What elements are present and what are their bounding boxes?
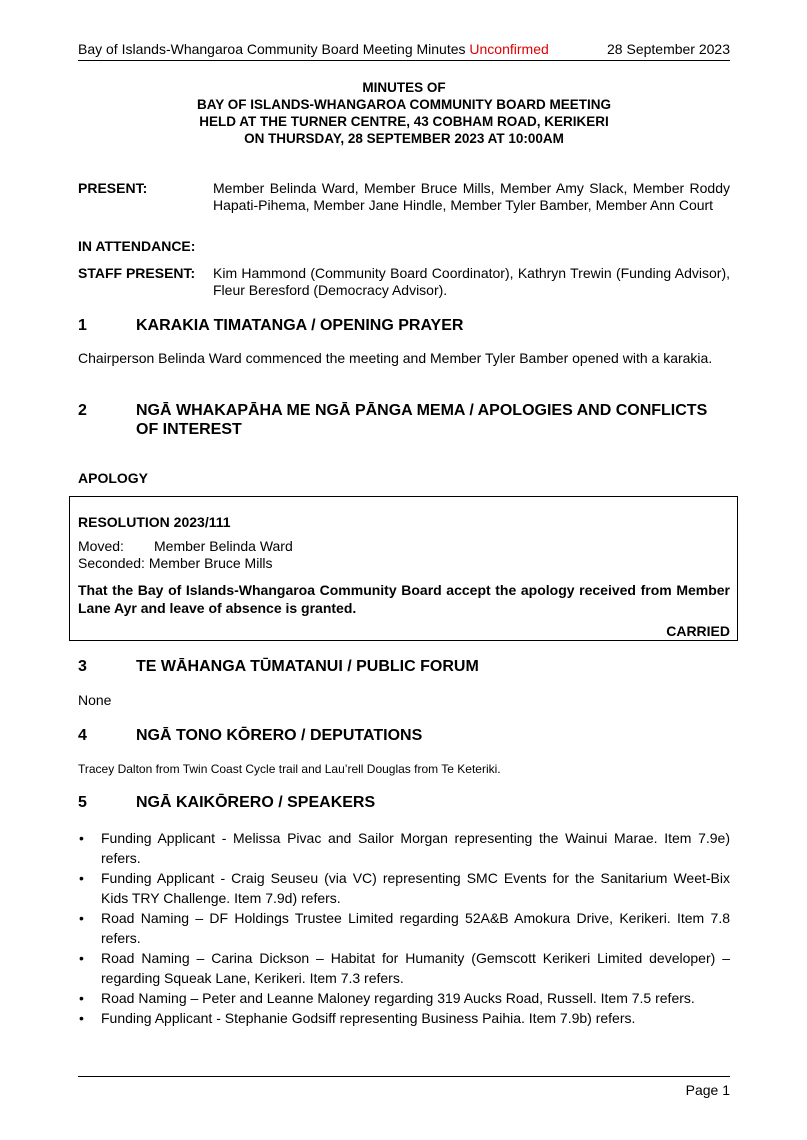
list-item: [78, 868, 730, 908]
speaker-text: Funding Applicant - Melissa Pivac and Sailor Morgan representing the Wainui Marae. Item 7.9e) refers.: [101, 830, 730, 866]
section-2-heading: [78, 401, 730, 439]
page-number: Page 1: [685, 1082, 730, 1098]
status-unconfirmed: Unconfirmed: [469, 41, 549, 57]
list-item: [78, 908, 730, 948]
resolution-title: RESOLUTION 2023/111: [78, 514, 231, 530]
bullet-icon: •: [79, 910, 84, 926]
list-item: [78, 828, 730, 868]
title-line-3: HELD AT THE TURNER CENTRE, 43 COBHAM ROAD, KERIKERI: [199, 114, 609, 129]
title-line-1: MINUTES OF: [362, 80, 446, 95]
seconded-label: Seconded:: [78, 555, 145, 571]
list-item: [78, 988, 730, 1008]
section-1-title: KARAKIA TIMATANGA / OPENING PRAYER: [136, 317, 464, 334]
page-header: [78, 40, 730, 61]
bullet-icon: •: [79, 870, 84, 886]
attendance-label: IN ATTENDANCE:: [78, 238, 196, 254]
section-4-number: 4: [78, 727, 87, 744]
bullet-icon: •: [79, 830, 84, 846]
moved-label: Moved:: [78, 538, 124, 554]
section-1-number: 1: [78, 317, 87, 334]
staff-row: [78, 265, 730, 299]
header-date: 28 September 2023: [607, 41, 730, 57]
present-value: Member Belinda Ward, Member Bruce Mills, Member Amy Slack, Member Roddy Hapati-Pihema, Member Jane Hindle, Member Tyler Bamber, Member Ann Court: [213, 180, 730, 213]
section-2-title: NGĀ WHAKAPĀHA ME NGĀ PĀNGA MEMA / APOLOGIES AND CONFLICTS OF INTEREST: [136, 402, 708, 438]
staff-label: STAFF PRESENT:: [78, 265, 196, 281]
bullet-icon: •: [79, 1010, 84, 1026]
present-label: PRESENT:: [78, 180, 148, 196]
apology-subheading: APOLOGY: [78, 470, 149, 486]
section-5-title: NGĀ KAIKŌRERO / SPEAKERS: [136, 794, 376, 811]
section-1-body: Chairperson Belinda Ward commenced the meeting and Member Tyler Bamber opened with a karakia.: [78, 350, 713, 366]
section-4-heading: [78, 726, 730, 745]
page-footer: [78, 1076, 730, 1098]
section-3-body: None: [78, 692, 112, 708]
speakers-list: [78, 828, 730, 1028]
speaker-text: Funding Applicant - Stephanie Godsiff representing Business Paihia. Item 7.9b) refers.: [101, 1010, 636, 1026]
resolution-result: CARRIED: [666, 623, 730, 639]
speaker-text: Road Naming – Carina Dickson – Habitat for Humanity (Gemscott Kerikeri Limited developer) – regarding Squeak Lane, Kerikeri. Item 7.3 refers.: [101, 950, 730, 986]
title-line-2: BAY OF ISLANDS-WHANGAROA COMMUNITY BOARD MEETING: [196, 97, 611, 112]
section-3-heading: [78, 657, 730, 676]
moved-value: Member Belinda Ward: [154, 538, 293, 554]
bullet-icon: •: [79, 950, 84, 966]
bullet-icon: •: [79, 990, 84, 1006]
section-3-title: TE WĀHANGA TŪMATANUI / PUBLIC FORUM: [136, 658, 479, 675]
speaker-text: Funding Applicant - Craig Seuseu (via VC) representing SMC Events for the Sanitarium Weet-Bix Kids TRY Challenge. Item 7.9d) refers.: [101, 870, 730, 906]
list-item: [78, 1008, 730, 1028]
seconded-value: Member Bruce Mills: [148, 555, 273, 571]
resolution-text: That the Bay of Islands-Whangaroa Community Board accept the apology received from Member Lane Ayr and leave of absence is granted.: [78, 582, 730, 616]
section-4-body: Tracey Dalton from Twin Coast Cycle trail and Lau’rell Douglas from Te Keteriki.: [78, 762, 501, 776]
section-3-number: 3: [78, 658, 87, 675]
section-5-heading: [78, 793, 730, 812]
speaker-text: Road Naming – Peter and Leanne Maloney regarding 319 Aucks Road, Russell. Item 7.5 refers.: [101, 990, 695, 1006]
section-1-heading: [78, 316, 730, 335]
resolution-box: [69, 496, 738, 641]
section-4-title: NGĀ TONO KŌRERO / DEPUTATIONS: [136, 727, 423, 744]
staff-value: Kim Hammond (Community Board Coordinator), Kathryn Trewin (Funding Advisor), Fleur Beresford (Democracy Advisor).: [213, 265, 730, 298]
list-item: [78, 948, 730, 988]
speaker-text: Road Naming – DF Holdings Trustee Limited regarding 52A&B Amokura Drive, Kerikeri. Item 7.8 refers.: [101, 910, 730, 946]
present-row: [78, 180, 730, 214]
document-title: [78, 79, 730, 147]
header-left: [78, 40, 549, 58]
section-2-number: 2: [78, 402, 87, 419]
header-title: Bay of Islands-Whangaroa Community Board Meeting Minutes: [78, 41, 466, 57]
seconded-row: [78, 555, 273, 571]
title-line-4: ON THURSDAY, 28 SEPTEMBER 2023 AT 10:00AM: [244, 131, 564, 146]
section-5-number: 5: [78, 794, 87, 811]
moved-row: [78, 538, 293, 554]
